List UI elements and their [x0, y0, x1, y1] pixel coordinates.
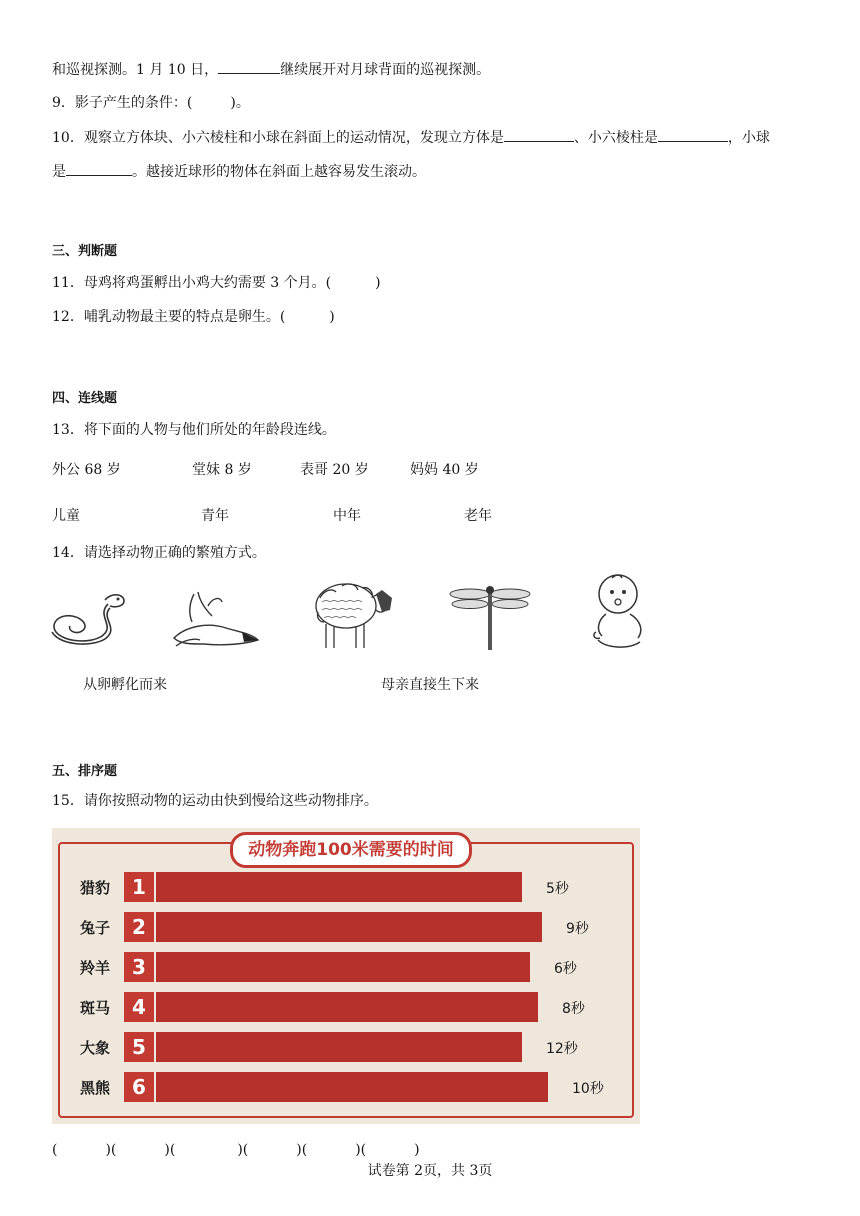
chart-bar [156, 872, 522, 902]
answer-paren-3: )( [237, 1142, 249, 1158]
q10-text-e: 。越接近球形的物体在斜面上越容易发生滚动。 [132, 164, 426, 180]
q10-blank-3[interactable] [66, 161, 132, 176]
q13-person-2[interactable]: 堂妹 8 岁 [192, 462, 252, 478]
chart-title: 动物奔跑100米需要的时间 [230, 832, 472, 868]
answer-paren-4: )( [296, 1142, 308, 1158]
chart-category-label: 黑熊 [80, 1079, 111, 1097]
chart-category-label: 羚羊 [80, 959, 111, 977]
q10-text-b: 、小六棱柱是 [573, 130, 658, 146]
q14-option-2[interactable]: 母亲直接生下来 [381, 677, 479, 693]
q13-person-1[interactable]: 外公 68 岁 [52, 462, 121, 478]
q13-text: 13．将下面的人物与他们所处的年龄段连线。 [52, 422, 336, 438]
chart-value-label: 9秒 [566, 921, 589, 937]
answer-paren-6: ) [414, 1142, 420, 1158]
q10-text-c: ，小球 [727, 130, 770, 146]
q9-close: )。 [230, 95, 250, 111]
q13-stage-1[interactable]: 儿童 [52, 508, 80, 524]
q13-person-4[interactable]: 妈妈 40 岁 [410, 462, 479, 478]
q14-text: 14．请选择动物正确的繁殖方式。 [52, 545, 266, 561]
chart-category-label: 猎豹 [80, 879, 111, 897]
chart-bar [156, 952, 530, 982]
chart-value-label: 6秒 [554, 961, 577, 977]
q11-line [52, 273, 381, 293]
section-4-title: 四、连线题 [52, 391, 118, 406]
baby-icon[interactable] [588, 572, 650, 652]
q10-text-d: 是 [52, 164, 66, 180]
answer-row [52, 1142, 420, 1158]
chart-rank-number: 3 [124, 952, 154, 982]
chart-value-label: 8秒 [562, 1001, 585, 1017]
answer-paren-2: )( [164, 1142, 176, 1158]
snake-icon[interactable] [50, 586, 130, 646]
chart-rank-number: 5 [124, 1032, 154, 1062]
chart-value-label: 12秒 [546, 1041, 578, 1057]
q8-tail-line [52, 59, 490, 80]
chart-bar [156, 1072, 548, 1102]
q10-blank-2[interactable] [658, 127, 728, 142]
chart-category-label: 斑马 [80, 999, 111, 1017]
q13-person-3[interactable]: 表哥 20 岁 [300, 462, 369, 478]
q12-close: ) [329, 309, 335, 325]
q8-text-before: 和巡视探测。1 月 10 日， [52, 62, 219, 78]
q13-stage-2[interactable]: 青年 [201, 508, 229, 524]
q8-text-after: 继续展开对月球背面的巡视探测。 [280, 62, 491, 78]
q11-close: ) [375, 275, 381, 291]
chart-bar [156, 992, 538, 1022]
animal-speed-chart [52, 828, 640, 1124]
q12-line [52, 307, 335, 327]
q10-text-a: 10．观察立方体块、小六棱柱和小球在斜面上的运动情况，发现立方体是 [52, 130, 504, 146]
q13-stage-4[interactable]: 老年 [464, 508, 492, 524]
page-footer: 试卷第 2页，共 3页 [367, 1163, 493, 1179]
q9-text: 9．影子产生的条件：( [52, 95, 193, 111]
answer-paren-1: )( [105, 1142, 117, 1158]
q8-blank[interactable] [218, 59, 280, 74]
chart-category-label: 大象 [80, 1039, 111, 1057]
q14-option-1[interactable]: 从卵孵化而来 [83, 677, 167, 693]
q10-blank-1[interactable] [504, 127, 574, 142]
chart-value-label: 10秒 [572, 1081, 604, 1097]
q12-text: 12．哺乳动物最主要的特点是卵生。( [52, 309, 286, 325]
dragonfly-icon[interactable] [448, 584, 532, 652]
chart-bar [156, 912, 542, 942]
section-5-title: 五、排序题 [52, 764, 118, 779]
sheep-icon[interactable] [312, 578, 392, 652]
q10-line2 [52, 161, 426, 182]
bird-icon[interactable] [164, 588, 262, 652]
chart-rank-number: 6 [124, 1072, 154, 1102]
q9-line [52, 93, 250, 113]
chart-rank-number: 2 [124, 912, 154, 942]
answer-paren-0: ( [52, 1142, 58, 1158]
chart-rank-number: 4 [124, 992, 154, 1022]
section-3-title: 三、判断题 [52, 244, 118, 259]
q15-text: 15．请你按照动物的运动由快到慢给这些动物排序。 [52, 793, 378, 809]
q10-line1 [52, 127, 770, 148]
chart-bar [156, 1032, 522, 1062]
chart-rank-number: 1 [124, 872, 154, 902]
answer-paren-5: )( [355, 1142, 367, 1158]
q11-text: 11．母鸡将鸡蛋孵出小鸡大约需要 3 个月。( [52, 275, 332, 291]
q13-stage-3[interactable]: 中年 [333, 508, 361, 524]
chart-category-label: 兔子 [80, 919, 111, 937]
chart-value-label: 5秒 [546, 881, 569, 897]
